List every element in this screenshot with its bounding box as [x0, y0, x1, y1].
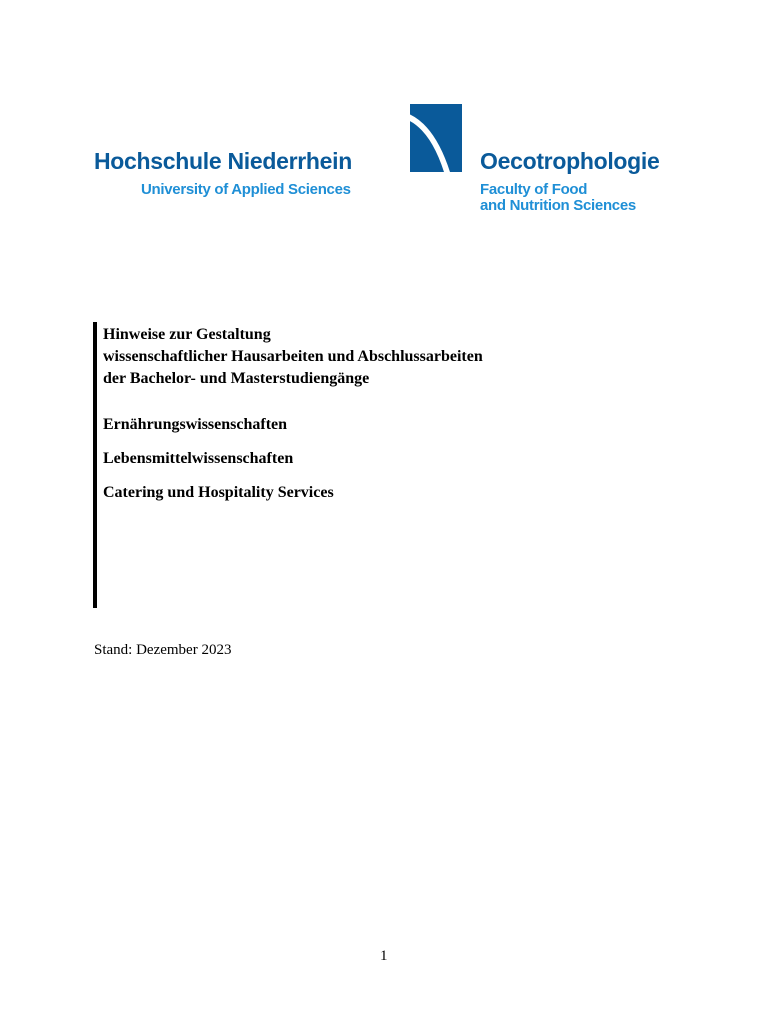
university-name: Hochschule Niederrhein — [94, 148, 352, 174]
faculty-name: Oecotrophologie — [480, 148, 660, 174]
faculty-subtitle-line2: and Nutrition Sciences — [480, 197, 636, 214]
title-vertical-bar — [93, 322, 97, 608]
stand-date: Stand: Dezember 2023 — [94, 642, 232, 658]
document-title — [103, 324, 483, 390]
page-number: 1 — [380, 948, 388, 964]
title-line: wissenschaftlicher Hausarbeiten und Abschlussarbeiten — [103, 348, 483, 365]
program-item: Catering und Hospitality Services — [103, 484, 334, 501]
title-line: der Bachelor- und Masterstudiengänge — [103, 370, 370, 387]
faculty-subtitle-line1: Faculty of Food — [480, 181, 588, 198]
title-line: Hinweise zur Gestaltung — [103, 326, 271, 343]
program-item: Ernährungswissenschaften — [103, 416, 288, 433]
university-subtitle: University of Applied Sciences — [141, 181, 351, 198]
program-item: Lebensmittelwissenschaften — [103, 450, 294, 467]
hsnr-emblem-icon — [390, 104, 462, 172]
